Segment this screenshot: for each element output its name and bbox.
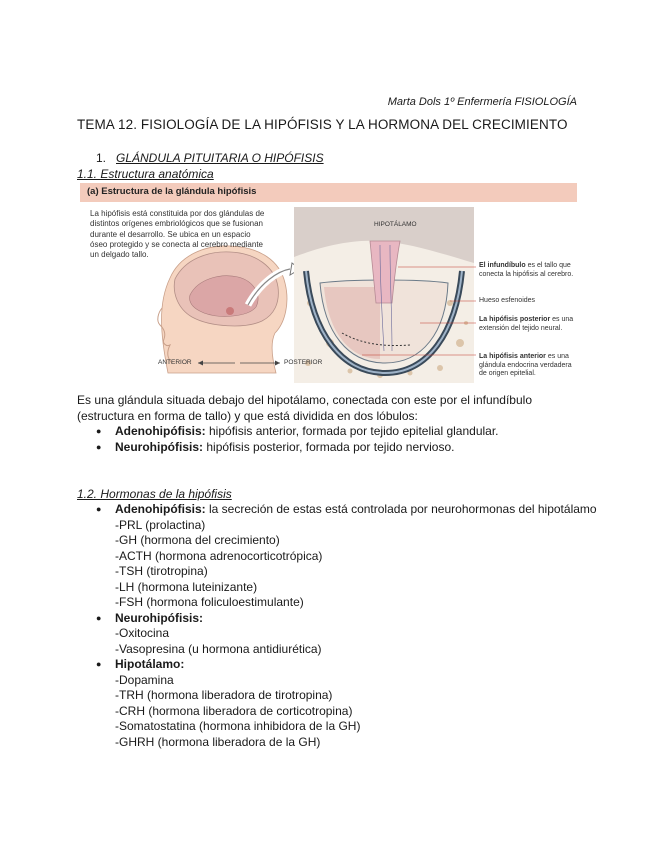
infundibulo-label-rest: es el tallo que conecta la hipófisis al cerebro. <box>479 262 574 278</box>
group-name: Hipotálamo: <box>115 657 185 671</box>
infundibulo-label <box>479 262 575 279</box>
infundibulo-label-bold: El infundíbulo <box>479 262 526 269</box>
lobe-desc: hipófisis anterior, formada por tejido epitelial glandular. <box>205 424 499 438</box>
anterior-lobe-label-rest: es una glándula endocrina verdadera de origen epitelial. <box>479 353 572 377</box>
list-item-hipotalamo <box>77 657 597 750</box>
lobe-desc: hipófisis posterior, formada por tejido nervioso. <box>203 439 455 454</box>
hormone-item: -GH (hormona del crecimiento) <box>115 533 280 547</box>
hypophysis-detail-drawing <box>294 207 474 383</box>
subsection-1-2-heading: 1.2. Hormonas de la hipófisis <box>77 487 232 501</box>
figure-header-text: (a) Estructura de la glándula hipófisis <box>87 186 257 197</box>
anterior-lobe-label-bold: La hipófisis anterior <box>479 353 546 360</box>
hormone-item: -PRL (prolactina) <box>115 517 206 532</box>
section-1-title: GLÁNDULA PITUITARIA O HIPÓFISIS <box>116 151 324 165</box>
hormone-item: -LH (hormona luteinizante) <box>115 579 258 594</box>
list-item-adenohipofisis <box>77 502 597 611</box>
posterior-label: POSTERIOR <box>284 359 323 366</box>
figure-header <box>80 183 577 202</box>
lobe-name: Adenohipófisis: <box>115 424 206 438</box>
group-name: Adenohipófisis: <box>115 502 206 516</box>
intro-paragraph: Es una glándula situada debajo del hipotálamo, conectada con este por el infundíbulo (estructura en forma de tallo) y que está dividida en dos lóbulos: <box>77 393 532 423</box>
lobe-name: Neurohipófisis: <box>115 439 204 454</box>
hipotalamo-label: HIPOTÁLAMO <box>374 221 417 228</box>
hormone-item: -Vasopresina (u hormona antidiurética) <box>115 641 322 656</box>
hormone-item: -Dopamina <box>115 672 174 687</box>
hormone-item: -Oxitocina <box>115 626 170 640</box>
page-title: TEMA 12. FISIOLOGÍA DE LA HIPÓFISIS Y LA HORMONA DEL CRECIMIENTO <box>77 117 568 132</box>
list-item <box>77 424 499 440</box>
hormone-item: -CRH (hormona liberadora de corticotropina) <box>115 703 353 718</box>
posterior-lobe-label <box>479 316 575 333</box>
section-1-number: 1. <box>96 151 107 165</box>
hormone-item: -TRH (hormona liberadora de tirotropina) <box>115 688 333 702</box>
posterior-lobe-label-rest: es una extensión del tejido neural. <box>479 316 574 332</box>
group-desc: la secreción de estas está controlada por neurohormonas del hipotálamo <box>205 502 597 516</box>
list-item-neurohipofisis <box>77 611 597 658</box>
hormone-item: -FSH (hormona foliculoestimulante) <box>115 595 304 609</box>
anterior-lobe-label <box>479 353 575 379</box>
lobes-list <box>77 424 499 455</box>
hueso-label: Hueso esfenoides <box>479 297 536 304</box>
anterior-label: ANTERIOR <box>158 359 192 366</box>
hormone-item: -ACTH (hormona adrenocorticotrópica) <box>115 548 323 563</box>
hormone-item: -Somatostatina (hormona inhibidora de la GH) <box>115 719 361 733</box>
section-1-heading <box>96 151 324 165</box>
subsection-1-1-heading: 1.1. Estructura anatómica <box>77 167 214 181</box>
figure-description: La hipófisis está constituida por dos glándulas de distintos orígenes embriológicos que se fusionan durante el desarrollo. Se ubica en un espacio óseo protegido y se conecta al cerebro mediante un delgado tallo. <box>90 209 265 260</box>
hormone-item: -GHRH (hormona liberadora de la GH) <box>115 734 321 749</box>
posterior-lobe-label-bold: La hipófisis posterior <box>479 316 551 323</box>
list-item <box>77 440 499 456</box>
group-name: Neurohipófisis: <box>115 610 204 625</box>
hormones-list <box>77 502 597 750</box>
pituitary-figure <box>80 183 577 389</box>
hormone-item: -TSH (tirotropina) <box>115 564 208 578</box>
header-note: Marta Dols 1º Enfermería FISIOLOGÍA <box>387 96 577 108</box>
